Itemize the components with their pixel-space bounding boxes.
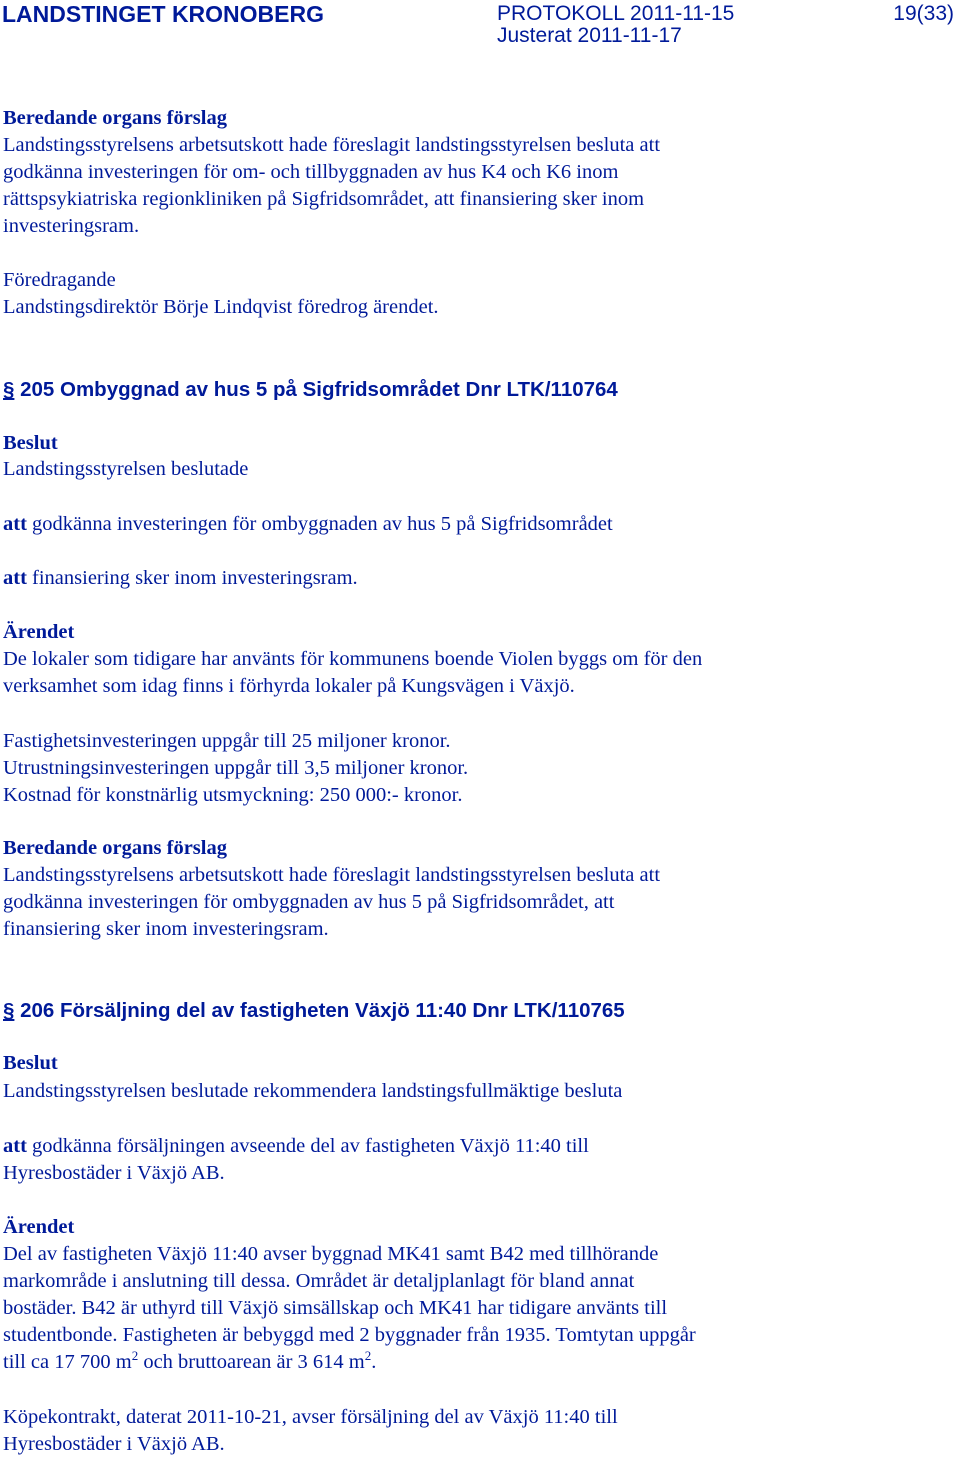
text-line: Del av fastigheten Växjö 11:40 avser byggnad MK41 samt B42 med tillhörande: [3, 1243, 659, 1265]
item-206-decision-intro: Landstingsstyrelsen beslutade rekommendera landstingsfullmäktige besluta: [3, 1080, 623, 1102]
presenter-heading: Föredragande: [3, 269, 116, 291]
item-206-matter-text: [3, 1241, 953, 1376]
att-word: att: [3, 567, 27, 589]
att-word: att: [3, 1135, 27, 1157]
text-line: godkänna investeringen för om- och tillbyggnaden av hus K4 och K6 inom: [3, 161, 619, 183]
att-text: finansiering sker inom investeringsram.: [26, 567, 358, 589]
item-205-decision-heading: Beslut: [3, 432, 58, 454]
item-205-proposal-heading: Beredande organs förslag: [3, 837, 227, 859]
att-word: att: [3, 513, 27, 535]
text-line: investeringsram.: [3, 215, 140, 237]
item-206-contract-text: [3, 1404, 953, 1458]
section-sign: §: [3, 999, 15, 1022]
prev-proposal-heading: Beredande organs förslag: [3, 107, 227, 129]
item-205-matter-text: [3, 646, 953, 700]
page-header: [0, 0, 960, 60]
att-text: godkänna försäljningen avseende del av fastigheten Växjö 11:40 till: [26, 1135, 589, 1157]
item-205-costs: [3, 728, 953, 809]
prev-proposal-text: [3, 132, 953, 240]
item-205-title-text: 205 Ombyggnad av hus 5 på Sigfridsområdet Dnr LTK/110764: [14, 378, 618, 401]
att-line-continued: Hyresbostäder i Växjö AB.: [3, 1162, 225, 1184]
org-name: LANDSTINGET KRONOBERG: [2, 1, 324, 27]
text-line: Kostnad för konstnärlig utsmyckning: 250 000:- kronor.: [3, 784, 463, 806]
item-205-matter-heading: Ärendet: [3, 621, 75, 643]
text-line: Hyresbostäder i Växjö AB.: [3, 1433, 225, 1455]
text-line: Landstingsstyrelsens arbetsutskott hade föreslagit landstingsstyrelsen besluta att: [3, 134, 661, 156]
protocol-date: PROTOKOLL 2011-11-15: [497, 2, 735, 25]
adjusted-date: Justerat 2011-11-17: [497, 24, 682, 47]
item-206-decision-heading: Beslut: [3, 1052, 58, 1074]
text-line: Landstingsstyrelsens arbetsutskott hade föreslagit landstingsstyrelsen besluta att: [3, 864, 661, 886]
text-line: Utrustningsinvesteringen uppgår till 3,5 miljoner kronor.: [3, 757, 469, 779]
item-205-decision-intro: Landstingsstyrelsen beslutade: [3, 458, 249, 480]
superscript: 2: [364, 1348, 372, 1364]
item-205-att-1: [3, 511, 953, 538]
text-line: godkänna investeringen för ombyggnaden av hus 5 på Sigfridsområdet, att: [3, 891, 615, 913]
text-line: Köpekontrakt, daterat 2011-10-21, avser försäljning del av Växjö 11:40 till: [3, 1406, 618, 1428]
presenter-text: Landstingsdirektör Börje Lindqvist föredrog ärendet.: [3, 296, 439, 318]
item-206-title: [3, 997, 625, 1025]
text-line: markområde i anslutning till dessa. Området är detaljplanlagt för bland annat: [3, 1270, 635, 1292]
item-205-att-2: [3, 565, 953, 592]
item-206-matter-heading: Ärendet: [3, 1216, 75, 1238]
text-line: bostäder. B42 är uthyrd till Växjö simsällskap och MK41 har tidigare använts till: [3, 1297, 668, 1319]
item-205-title: [3, 376, 618, 404]
area-text: och bruttoarean är 3 614 m: [138, 1351, 365, 1373]
att-line: [3, 1133, 953, 1160]
area-text: .: [371, 1351, 377, 1373]
text-line: Fastighetsinvesteringen uppgår till 25 miljoner kronor.: [3, 730, 451, 752]
item-206-title-text: 206 Försäljning del av fastigheten Växjö 11:40 Dnr LTK/110765: [14, 999, 625, 1022]
att-text: godkänna investeringen för ombyggnaden av hus 5 på Sigfridsområdet: [26, 513, 613, 535]
text-line: studentbonde. Fastigheten är bebyggd med 2 byggnader från 1935. Tomtytan uppgår: [3, 1324, 696, 1346]
page-number: 19(33): [893, 2, 954, 25]
text-line: De lokaler som tidigare har använts för kommunens boende Violen byggs om för den: [3, 648, 703, 670]
section-sign: §: [3, 378, 15, 401]
area-line: [3, 1349, 953, 1376]
text-line: verksamhet som idag finns i förhyrda lokaler på Kungsvägen i Växjö.: [3, 675, 575, 697]
item-205-proposal-text: [3, 862, 953, 943]
area-text: till ca 17 700 m: [3, 1351, 132, 1373]
superscript: 2: [131, 1348, 139, 1364]
text-line: finansiering sker inom investeringsram.: [3, 918, 329, 940]
text-line: rättspsykiatriska regionkliniken på Sigfridsområdet, att finansiering sker inom: [3, 188, 645, 210]
item-206-att-1: [3, 1133, 953, 1187]
